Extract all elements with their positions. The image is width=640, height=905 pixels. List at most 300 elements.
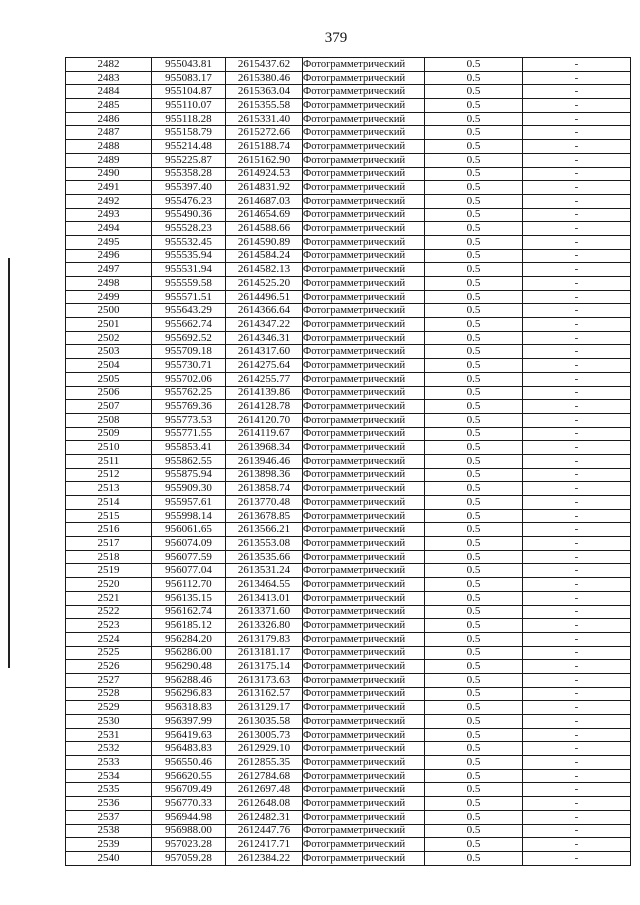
accuracy-cell: 0.5 — [425, 673, 523, 687]
method-cell: Фотограмметрический — [303, 290, 425, 304]
accuracy-cell: 0.5 — [425, 263, 523, 277]
method-cell: Фотограмметрический — [303, 181, 425, 195]
note-cell: - — [523, 838, 631, 852]
x-coordinate-cell: 955571.51 — [152, 290, 226, 304]
y-coordinate-cell: 2614346.31 — [226, 331, 303, 345]
point-number-cell: 2533 — [66, 756, 152, 770]
note-cell: - — [523, 468, 631, 482]
accuracy-cell: 0.5 — [425, 235, 523, 249]
x-coordinate-cell: 956077.04 — [152, 564, 226, 578]
note-cell: - — [523, 454, 631, 468]
method-cell: Фотограмметрический — [303, 550, 425, 564]
note-cell: - — [523, 769, 631, 783]
method-cell: Фотограмметрический — [303, 496, 425, 510]
x-coordinate-cell: 956077.59 — [152, 550, 226, 564]
point-number-cell: 2494 — [66, 222, 152, 236]
table-row — [66, 372, 631, 386]
x-coordinate-cell: 956483.83 — [152, 742, 226, 756]
y-coordinate-cell: 2613326.80 — [226, 619, 303, 633]
point-number-cell: 2529 — [66, 701, 152, 715]
note-cell: - — [523, 673, 631, 687]
method-cell: Фотограмметрический — [303, 222, 425, 236]
y-coordinate-cell: 2613371.60 — [226, 605, 303, 619]
method-cell: Фотограмметрический — [303, 235, 425, 249]
x-coordinate-cell: 955773.53 — [152, 413, 226, 427]
accuracy-cell: 0.5 — [425, 427, 523, 441]
y-coordinate-cell: 2615331.40 — [226, 112, 303, 126]
accuracy-cell: 0.5 — [425, 345, 523, 359]
accuracy-cell: 0.5 — [425, 167, 523, 181]
method-cell: Фотограмметрический — [303, 427, 425, 441]
y-coordinate-cell: 2615162.90 — [226, 153, 303, 167]
point-number-cell: 2495 — [66, 235, 152, 249]
accuracy-cell: 0.5 — [425, 838, 523, 852]
accuracy-cell: 0.5 — [425, 194, 523, 208]
accuracy-cell: 0.5 — [425, 318, 523, 332]
x-coordinate-cell: 955559.58 — [152, 277, 226, 291]
accuracy-cell: 0.5 — [425, 85, 523, 99]
note-cell: - — [523, 701, 631, 715]
table-row — [66, 468, 631, 482]
x-coordinate-cell: 955490.36 — [152, 208, 226, 222]
point-number-cell: 2515 — [66, 509, 152, 523]
method-cell: Фотограмметрический — [303, 537, 425, 551]
point-number-cell: 2510 — [66, 441, 152, 455]
y-coordinate-cell: 2612929.10 — [226, 742, 303, 756]
point-number-cell: 2498 — [66, 277, 152, 291]
note-cell: - — [523, 222, 631, 236]
x-coordinate-cell: 956162.74 — [152, 605, 226, 619]
coordinates-table — [65, 57, 631, 866]
accuracy-cell: 0.5 — [425, 386, 523, 400]
table-row — [66, 660, 631, 674]
page-number: 379 — [324, 30, 348, 46]
point-number-cell: 2507 — [66, 400, 152, 414]
accuracy-cell: 0.5 — [425, 468, 523, 482]
y-coordinate-cell: 2614582.13 — [226, 263, 303, 277]
y-coordinate-cell: 2613678.85 — [226, 509, 303, 523]
point-number-cell: 2488 — [66, 140, 152, 154]
point-number-cell: 2524 — [66, 632, 152, 646]
note-cell: - — [523, 824, 631, 838]
point-number-cell: 2503 — [66, 345, 152, 359]
point-number-cell: 2490 — [66, 167, 152, 181]
table-row — [66, 496, 631, 510]
table-row — [66, 331, 631, 345]
table-row — [66, 851, 631, 865]
x-coordinate-cell: 955862.55 — [152, 454, 226, 468]
accuracy-cell: 0.5 — [425, 756, 523, 770]
point-number-cell: 2492 — [66, 194, 152, 208]
point-number-cell: 2526 — [66, 660, 152, 674]
point-number-cell: 2482 — [66, 58, 152, 72]
point-number-cell: 2500 — [66, 304, 152, 318]
table-row — [66, 71, 631, 85]
x-coordinate-cell: 955083.17 — [152, 71, 226, 85]
note-cell: - — [523, 660, 631, 674]
y-coordinate-cell: 2615355.58 — [226, 99, 303, 113]
table-row — [66, 413, 631, 427]
method-cell: Фотограмметрический — [303, 318, 425, 332]
method-cell: Фотограмметрический — [303, 194, 425, 208]
note-cell: - — [523, 235, 631, 249]
note-cell: - — [523, 496, 631, 510]
point-number-cell: 2518 — [66, 550, 152, 564]
accuracy-cell: 0.5 — [425, 249, 523, 263]
method-cell: Фотограмметрический — [303, 728, 425, 742]
note-cell: - — [523, 249, 631, 263]
y-coordinate-cell: 2614496.51 — [226, 290, 303, 304]
y-coordinate-cell: 2613535.66 — [226, 550, 303, 564]
table-row — [66, 632, 631, 646]
note-cell: - — [523, 715, 631, 729]
x-coordinate-cell: 956419.63 — [152, 728, 226, 742]
table-row — [66, 810, 631, 824]
x-coordinate-cell: 955225.87 — [152, 153, 226, 167]
note-cell: - — [523, 591, 631, 605]
y-coordinate-cell: 2613858.74 — [226, 482, 303, 496]
table-row — [66, 400, 631, 414]
method-cell: Фотограмметрический — [303, 263, 425, 277]
accuracy-cell: 0.5 — [425, 824, 523, 838]
accuracy-cell: 0.5 — [425, 591, 523, 605]
method-cell: Фотограмметрический — [303, 482, 425, 496]
point-number-cell: 2521 — [66, 591, 152, 605]
accuracy-cell: 0.5 — [425, 71, 523, 85]
point-number-cell: 2483 — [66, 71, 152, 85]
accuracy-cell: 0.5 — [425, 304, 523, 318]
accuracy-cell: 0.5 — [425, 660, 523, 674]
y-coordinate-cell: 2613531.24 — [226, 564, 303, 578]
table-row — [66, 715, 631, 729]
point-number-cell: 2538 — [66, 824, 152, 838]
table-row — [66, 578, 631, 592]
table-row — [66, 756, 631, 770]
accuracy-cell: 0.5 — [425, 99, 523, 113]
note-cell: - — [523, 345, 631, 359]
point-number-cell: 2485 — [66, 99, 152, 113]
y-coordinate-cell: 2613968.34 — [226, 441, 303, 455]
point-number-cell: 2523 — [66, 619, 152, 633]
y-coordinate-cell: 2612697.48 — [226, 783, 303, 797]
table-row — [66, 359, 631, 373]
y-coordinate-cell: 2612482.31 — [226, 810, 303, 824]
note-cell: - — [523, 632, 631, 646]
y-coordinate-cell: 2615363.04 — [226, 85, 303, 99]
method-cell: Фотограмметрический — [303, 71, 425, 85]
x-coordinate-cell: 955214.48 — [152, 140, 226, 154]
y-coordinate-cell: 2615380.46 — [226, 71, 303, 85]
method-cell: Фотограмметрический — [303, 441, 425, 455]
table-row — [66, 181, 631, 195]
x-coordinate-cell: 955110.07 — [152, 99, 226, 113]
point-number-cell: 2505 — [66, 372, 152, 386]
point-number-cell: 2532 — [66, 742, 152, 756]
note-cell: - — [523, 386, 631, 400]
accuracy-cell: 0.5 — [425, 783, 523, 797]
y-coordinate-cell: 2614366.64 — [226, 304, 303, 318]
method-cell: Фотограмметрический — [303, 851, 425, 865]
x-coordinate-cell: 956288.46 — [152, 673, 226, 687]
table-row — [66, 153, 631, 167]
accuracy-cell: 0.5 — [425, 578, 523, 592]
y-coordinate-cell: 2612784.68 — [226, 769, 303, 783]
method-cell: Фотограмметрический — [303, 277, 425, 291]
accuracy-cell: 0.5 — [425, 619, 523, 633]
x-coordinate-cell: 955397.40 — [152, 181, 226, 195]
y-coordinate-cell: 2615272.66 — [226, 126, 303, 140]
method-cell: Фотограмметрический — [303, 304, 425, 318]
x-coordinate-cell: 956944.98 — [152, 810, 226, 824]
accuracy-cell: 0.5 — [425, 715, 523, 729]
x-coordinate-cell: 955158.79 — [152, 126, 226, 140]
y-coordinate-cell: 2613035.58 — [226, 715, 303, 729]
accuracy-cell: 0.5 — [425, 496, 523, 510]
y-coordinate-cell: 2613173.63 — [226, 673, 303, 687]
method-cell: Фотограмметрический — [303, 85, 425, 99]
note-cell: - — [523, 58, 631, 72]
note-cell: - — [523, 783, 631, 797]
x-coordinate-cell: 956112.70 — [152, 578, 226, 592]
x-coordinate-cell: 955730.71 — [152, 359, 226, 373]
accuracy-cell: 0.5 — [425, 509, 523, 523]
note-cell: - — [523, 742, 631, 756]
table-row — [66, 605, 631, 619]
y-coordinate-cell: 2614139.86 — [226, 386, 303, 400]
table-row — [66, 523, 631, 537]
table-row — [66, 824, 631, 838]
method-cell: Фотограмметрический — [303, 605, 425, 619]
table-row — [66, 701, 631, 715]
table-row — [66, 427, 631, 441]
x-coordinate-cell: 955957.61 — [152, 496, 226, 510]
table-row — [66, 783, 631, 797]
method-cell: Фотограмметрический — [303, 468, 425, 482]
x-coordinate-cell: 956185.12 — [152, 619, 226, 633]
x-coordinate-cell: 955769.36 — [152, 400, 226, 414]
note-cell: - — [523, 208, 631, 222]
point-number-cell: 2499 — [66, 290, 152, 304]
method-cell: Фотограмметрический — [303, 126, 425, 140]
y-coordinate-cell: 2613553.08 — [226, 537, 303, 551]
method-cell: Фотограмметрический — [303, 99, 425, 113]
method-cell: Фотограмметрический — [303, 756, 425, 770]
point-number-cell: 2540 — [66, 851, 152, 865]
table-row — [66, 509, 631, 523]
x-coordinate-cell: 955762.25 — [152, 386, 226, 400]
table-row — [66, 838, 631, 852]
point-number-cell: 2487 — [66, 126, 152, 140]
accuracy-cell: 0.5 — [425, 564, 523, 578]
x-coordinate-cell: 955104.87 — [152, 85, 226, 99]
point-number-cell: 2506 — [66, 386, 152, 400]
point-number-cell: 2496 — [66, 249, 152, 263]
note-cell: - — [523, 112, 631, 126]
note-cell: - — [523, 413, 631, 427]
method-cell: Фотограмметрический — [303, 153, 425, 167]
scan-edge-mark — [8, 258, 10, 668]
table-row — [66, 194, 631, 208]
method-cell: Фотограмметрический — [303, 619, 425, 633]
note-cell: - — [523, 85, 631, 99]
y-coordinate-cell: 2613464.55 — [226, 578, 303, 592]
y-coordinate-cell: 2613898.36 — [226, 468, 303, 482]
table-row — [66, 550, 631, 564]
method-cell: Фотограмметрический — [303, 400, 425, 414]
method-cell: Фотограмметрический — [303, 523, 425, 537]
x-coordinate-cell: 955531.94 — [152, 263, 226, 277]
table-row — [66, 742, 631, 756]
note-cell: - — [523, 71, 631, 85]
accuracy-cell: 0.5 — [425, 277, 523, 291]
table-row — [66, 99, 631, 113]
method-cell: Фотограмметрический — [303, 783, 425, 797]
y-coordinate-cell: 2612855.35 — [226, 756, 303, 770]
accuracy-cell: 0.5 — [425, 523, 523, 537]
note-cell: - — [523, 523, 631, 537]
table-row — [66, 290, 631, 304]
note-cell: - — [523, 359, 631, 373]
table-row — [66, 208, 631, 222]
y-coordinate-cell: 2612384.22 — [226, 851, 303, 865]
table-row — [66, 687, 631, 701]
table-row — [66, 277, 631, 291]
accuracy-cell: 0.5 — [425, 372, 523, 386]
method-cell: Фотограмметрический — [303, 249, 425, 263]
y-coordinate-cell: 2613770.48 — [226, 496, 303, 510]
table-row — [66, 797, 631, 811]
method-cell: Фотограмметрический — [303, 632, 425, 646]
accuracy-cell: 0.5 — [425, 58, 523, 72]
method-cell: Фотограмметрический — [303, 564, 425, 578]
note-cell: - — [523, 756, 631, 770]
note-cell: - — [523, 304, 631, 318]
method-cell: Фотограмметрический — [303, 673, 425, 687]
x-coordinate-cell: 956770.33 — [152, 797, 226, 811]
point-number-cell: 2514 — [66, 496, 152, 510]
point-number-cell: 2536 — [66, 797, 152, 811]
y-coordinate-cell: 2613946.46 — [226, 454, 303, 468]
accuracy-cell: 0.5 — [425, 769, 523, 783]
x-coordinate-cell: 955043.81 — [152, 58, 226, 72]
point-number-cell: 2493 — [66, 208, 152, 222]
y-coordinate-cell: 2612417.71 — [226, 838, 303, 852]
table-row — [66, 235, 631, 249]
accuracy-cell: 0.5 — [425, 537, 523, 551]
y-coordinate-cell: 2614590.89 — [226, 235, 303, 249]
y-coordinate-cell: 2612447.76 — [226, 824, 303, 838]
method-cell: Фотограмметрический — [303, 769, 425, 783]
method-cell: Фотограмметрический — [303, 687, 425, 701]
note-cell: - — [523, 427, 631, 441]
y-coordinate-cell: 2614584.24 — [226, 249, 303, 263]
x-coordinate-cell: 955909.30 — [152, 482, 226, 496]
y-coordinate-cell: 2612648.08 — [226, 797, 303, 811]
table-row — [66, 591, 631, 605]
x-coordinate-cell: 955771.55 — [152, 427, 226, 441]
y-coordinate-cell: 2614317.60 — [226, 345, 303, 359]
y-coordinate-cell: 2613129.17 — [226, 701, 303, 715]
y-coordinate-cell: 2614255.77 — [226, 372, 303, 386]
table-row — [66, 537, 631, 551]
accuracy-cell: 0.5 — [425, 550, 523, 564]
y-coordinate-cell: 2613179.83 — [226, 632, 303, 646]
note-cell: - — [523, 126, 631, 140]
table-row — [66, 619, 631, 633]
x-coordinate-cell: 956296.83 — [152, 687, 226, 701]
table-row — [66, 112, 631, 126]
note-cell: - — [523, 400, 631, 414]
x-coordinate-cell: 955853.41 — [152, 441, 226, 455]
point-number-cell: 2501 — [66, 318, 152, 332]
method-cell: Фотограмметрический — [303, 646, 425, 660]
table-row — [66, 85, 631, 99]
accuracy-cell: 0.5 — [425, 112, 523, 126]
accuracy-cell: 0.5 — [425, 454, 523, 468]
point-number-cell: 2511 — [66, 454, 152, 468]
note-cell: - — [523, 851, 631, 865]
note-cell: - — [523, 564, 631, 578]
y-coordinate-cell: 2614687.03 — [226, 194, 303, 208]
y-coordinate-cell: 2614275.64 — [226, 359, 303, 373]
method-cell: Фотограмметрический — [303, 167, 425, 181]
accuracy-cell: 0.5 — [425, 810, 523, 824]
x-coordinate-cell: 955528.23 — [152, 222, 226, 236]
method-cell: Фотограмметрический — [303, 660, 425, 674]
note-cell: - — [523, 728, 631, 742]
x-coordinate-cell: 956620.55 — [152, 769, 226, 783]
note-cell: - — [523, 331, 631, 345]
accuracy-cell: 0.5 — [425, 632, 523, 646]
point-number-cell: 2539 — [66, 838, 152, 852]
note-cell: - — [523, 605, 631, 619]
note-cell: - — [523, 810, 631, 824]
method-cell: Фотограмметрический — [303, 509, 425, 523]
accuracy-cell: 0.5 — [425, 482, 523, 496]
x-coordinate-cell: 956286.00 — [152, 646, 226, 660]
x-coordinate-cell: 957023.28 — [152, 838, 226, 852]
table-row — [66, 482, 631, 496]
note-cell: - — [523, 550, 631, 564]
accuracy-cell: 0.5 — [425, 222, 523, 236]
x-coordinate-cell: 955662.74 — [152, 318, 226, 332]
point-number-cell: 2484 — [66, 85, 152, 99]
y-coordinate-cell: 2613005.73 — [226, 728, 303, 742]
point-number-cell: 2520 — [66, 578, 152, 592]
point-number-cell: 2519 — [66, 564, 152, 578]
table-row — [66, 222, 631, 236]
x-coordinate-cell: 956550.46 — [152, 756, 226, 770]
method-cell: Фотограмметрический — [303, 810, 425, 824]
y-coordinate-cell: 2613566.21 — [226, 523, 303, 537]
point-number-cell: 2535 — [66, 783, 152, 797]
y-coordinate-cell: 2614924.53 — [226, 167, 303, 181]
accuracy-cell: 0.5 — [425, 290, 523, 304]
x-coordinate-cell: 956284.20 — [152, 632, 226, 646]
method-cell: Фотограмметрический — [303, 797, 425, 811]
point-number-cell: 2486 — [66, 112, 152, 126]
point-number-cell: 2512 — [66, 468, 152, 482]
x-coordinate-cell: 956074.09 — [152, 537, 226, 551]
accuracy-cell: 0.5 — [425, 646, 523, 660]
accuracy-cell: 0.5 — [425, 181, 523, 195]
accuracy-cell: 0.5 — [425, 728, 523, 742]
x-coordinate-cell: 956709.49 — [152, 783, 226, 797]
y-coordinate-cell: 2615188.74 — [226, 140, 303, 154]
method-cell: Фотограмметрический — [303, 742, 425, 756]
method-cell: Фотограмметрический — [303, 331, 425, 345]
y-coordinate-cell: 2613162.57 — [226, 687, 303, 701]
